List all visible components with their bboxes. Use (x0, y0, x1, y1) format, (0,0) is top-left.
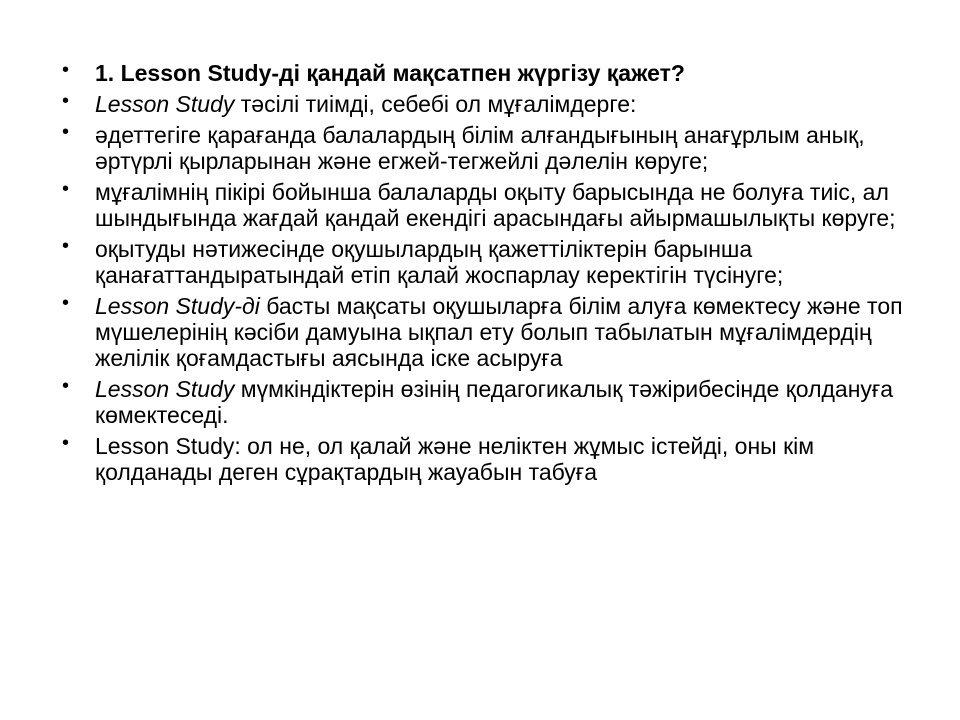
bullet-text: басты мақсаты оқушыларға білім алуға көмектесу және топ мүшелерінің кәсіби дамуына ықпал ету болып табылатын мұғалімдердің желілік қоғамдастығы аясында іске асыруға (95, 293, 903, 371)
bullet-text: оқытуды нәтижесінде оқушылардың қажеттіліктерін барынша қанағаттандыратындай етіп қалай жоспарлау керектігін түсінуге; (95, 236, 784, 288)
bullet-icon: • (62, 59, 70, 81)
bullet-text: әдеттегіге қарағанда балалардың білім алғандығының анағұрлым анық, әртүрлі қырларынан және егжей-тегжейлі дәлелін көруге; (95, 122, 865, 174)
bullet-icon: • (62, 375, 70, 397)
bullet-icon: • (62, 121, 70, 143)
bullet-icon: • (62, 432, 70, 454)
bullet-text: мұғалімнің пікірі бойынша балаларды оқыту барысында не болуға тиіс, ал шындығында жағдай қандай екендігі арасындағы айырмашылықты көруге; (95, 179, 896, 231)
bullet-lead-text: Lesson Study (95, 91, 235, 117)
bullet-icon: • (62, 178, 70, 200)
bullet-item-6 (62, 293, 922, 371)
bullet-item-5 (62, 236, 922, 288)
bullet-text: Lesson Study: ол не, ол қалай және неліктен жұмыс істейді, оны кім қолданады деген сұрақтардың жауабын табуға (95, 433, 815, 485)
bullet-list (62, 60, 922, 490)
bullet-lead-text: Lesson Study (95, 376, 235, 402)
bullet-heading-text: 1. Lesson Study-ді қандай мақсатпен жүргізу қажет? (95, 60, 685, 86)
bullet-icon: • (62, 292, 70, 314)
bullet-icon: • (62, 90, 70, 112)
bullet-icon: • (62, 235, 70, 257)
bullet-lead-text: Lesson Study-ді (95, 293, 260, 319)
bullet-item-3 (62, 122, 922, 174)
bullet-text: тәсілі тиімді, себебі ол мұғалімдерге: (234, 91, 637, 117)
bullet-item-8 (62, 433, 922, 485)
bullet-item-7 (62, 376, 922, 428)
bullet-item-1 (62, 60, 922, 86)
bullet-text: мүмкіндіктерін өзінің педагогикалық тәжірибесінде қолдануға көмектеседі. (95, 376, 894, 428)
bullet-item-2 (62, 91, 922, 117)
bullet-item-4 (62, 179, 922, 231)
